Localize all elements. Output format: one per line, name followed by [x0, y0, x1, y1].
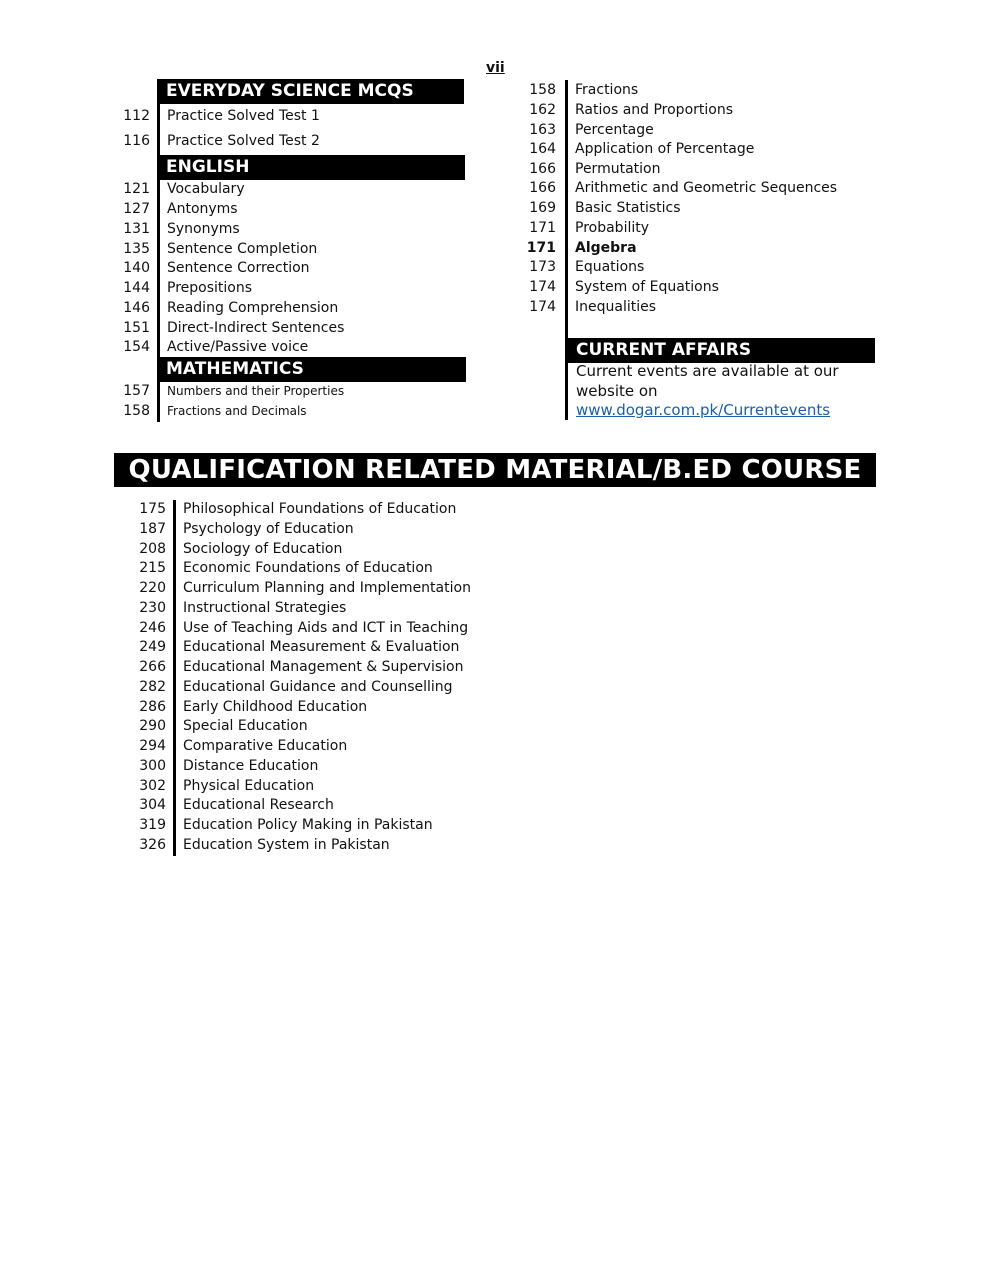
toc-page-number: 208: [139, 541, 166, 557]
toc-page-number: 171: [526, 240, 556, 256]
toc-title: Educational Guidance and Counselling: [183, 679, 453, 695]
toc-page-number: 164: [529, 141, 556, 157]
toc-page-number: 294: [139, 738, 166, 754]
toc-title: Vocabulary: [167, 181, 245, 197]
toc-page-number: 154: [123, 339, 150, 355]
toc-page-number: 187: [139, 521, 166, 537]
toc-title: Synonyms: [167, 221, 240, 237]
toc-page-number: 173: [529, 259, 556, 275]
toc-page-number: 304: [139, 797, 166, 813]
toc-page-number: 175: [139, 501, 166, 517]
toc-page-number: 174: [529, 279, 556, 295]
toc-page-number: 135: [123, 241, 150, 257]
toc-title: Education System in Pakistan: [183, 837, 390, 853]
toc-title: Psychology of Education: [183, 521, 354, 537]
toc-title: Antonyms: [167, 201, 238, 217]
toc-title: Arithmetic and Geometric Sequences: [575, 180, 838, 196]
toc-page-number: 166: [529, 161, 556, 177]
toc-title: Use of Teaching Aids and ICT in Teaching: [183, 620, 469, 636]
toc-title: Curriculum Planning and Implementation: [183, 580, 471, 596]
toc-title: Sentence Correction: [167, 260, 310, 276]
toc-page-number: 174: [529, 299, 556, 315]
toc-page-number: 300: [139, 758, 166, 774]
toc-title: Inequalities: [575, 299, 657, 315]
toc-title: Reading Comprehension: [167, 300, 339, 316]
toc-title: Permutation: [575, 161, 661, 177]
toc-title: Sociology of Education: [183, 541, 343, 557]
toc-title: Basic Statistics: [575, 200, 681, 216]
toc-page-number: 220: [139, 580, 166, 596]
toc-page-number: 158: [123, 403, 150, 419]
toc-page-number: 163: [529, 122, 556, 138]
toc-title: Fractions and Decimals: [167, 404, 307, 418]
toc-title: Early Childhood Education: [183, 699, 368, 715]
toc-page-number: 157: [123, 383, 150, 399]
toc-page-number: 215: [139, 560, 166, 576]
toc-title: Practice Solved Test 1: [167, 108, 320, 124]
toc-title: Special Education: [183, 718, 308, 734]
toc-title: Algebra: [575, 240, 637, 256]
current-affairs-text: Current events are available at our website on: [576, 362, 839, 400]
toc-page-number: 131: [123, 221, 150, 237]
toc-title: Probability: [575, 220, 650, 236]
toc-page-number: 127: [123, 201, 150, 217]
toc-page-number: 230: [139, 600, 166, 616]
toc-page-number: 286: [139, 699, 166, 715]
toc-title: Instructional Strategies: [183, 600, 347, 616]
toc-title: Educational Research: [183, 797, 334, 813]
toc-page-number: 246: [139, 620, 166, 636]
toc-title: Percentage: [575, 122, 654, 138]
toc-title: Practice Solved Test 2: [167, 133, 320, 149]
toc-page-number: 249: [139, 639, 166, 655]
toc-page-number: 140: [123, 260, 150, 276]
toc-page-number: 326: [139, 837, 166, 853]
toc-title: Application of Percentage: [575, 141, 755, 157]
page-number: vii: [486, 60, 505, 76]
toc-title: Educational Management & Supervision: [183, 659, 464, 675]
bed-column-rule: [173, 500, 176, 856]
toc-title: Prepositions: [167, 280, 253, 296]
toc-title: Philosophical Foundations of Education: [183, 501, 457, 517]
toc-page-number: 116: [123, 133, 150, 149]
toc-title: Numbers and their Properties: [167, 384, 345, 398]
toc-title: Equations: [575, 259, 645, 275]
toc-page-number: 166: [529, 180, 556, 196]
toc-title: Distance Education: [183, 758, 319, 774]
everyday-science-heading: EVERYDAY SCIENCE MCQS: [157, 79, 464, 104]
toc-page-number: 266: [139, 659, 166, 675]
toc-page-number: 121: [123, 181, 150, 197]
toc-title: Active/Passive voice: [167, 339, 309, 355]
toc-page-number: 151: [123, 320, 150, 336]
toc-title: Economic Foundations of Education: [183, 560, 433, 576]
toc-page-number: 112: [123, 108, 150, 124]
toc-page-number: 169: [529, 200, 556, 216]
toc-page-number: 162: [529, 102, 556, 118]
toc-title: Sentence Completion: [167, 241, 318, 257]
toc-page-number: 282: [139, 679, 166, 695]
right-column-rule: [565, 80, 568, 420]
mathematics-heading: MATHEMATICS: [157, 357, 466, 382]
bed-course-heading: QUALIFICATION RELATED MATERIAL/B.ED COURSE: [114, 453, 876, 487]
toc-title: Fractions: [575, 82, 639, 98]
toc-page-number: 171: [529, 220, 556, 236]
toc-page-number: 302: [139, 778, 166, 794]
toc-page-number: 158: [529, 82, 556, 98]
toc-page-number: 319: [139, 817, 166, 833]
english-heading: ENGLISH: [157, 155, 465, 180]
toc-title: System of Equations: [575, 279, 719, 295]
current-affairs-heading: CURRENT AFFAIRS: [567, 338, 875, 363]
toc-title: Comparative Education: [183, 738, 348, 754]
toc-title: Ratios and Proportions: [575, 102, 734, 118]
toc-title: Educational Measurement & Evaluation: [183, 639, 460, 655]
toc-page-number: 290: [139, 718, 166, 734]
toc-title: Direct-Indirect Sentences: [167, 320, 345, 336]
toc-title: Education Policy Making in Pakistan: [183, 817, 433, 833]
current-affairs-link[interactable]: www.dogar.com.pk/Currentevents: [576, 401, 831, 419]
toc-title: Physical Education: [183, 778, 315, 794]
toc-page-number: 146: [123, 300, 150, 316]
toc-page-number: 144: [123, 280, 150, 296]
